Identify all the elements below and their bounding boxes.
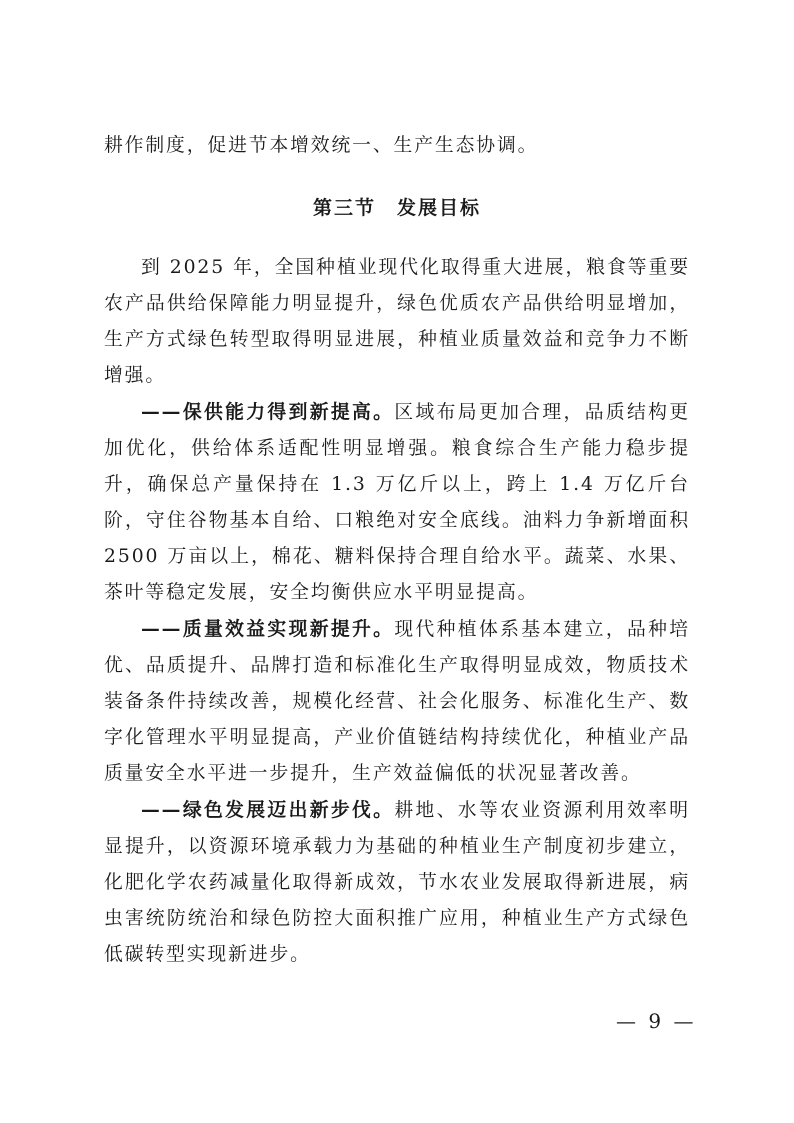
goal-paragraph-green: [104, 792, 690, 973]
continuation-block: [104, 128, 690, 164]
goal-body-green: 耕地、水等农业资源利用效率明显提升，以资源环境承载力为基础的种植业生产制度初步建立，化肥化学农药减量化取得新成效，节水农业发展取得新进展，病虫害统防统治和绿色防控大面积推广应用，种植业生产方式绿色低碳转型实现新进步。: [104, 800, 690, 965]
goal-lead-quality: ——质量效益实现新提升。: [141, 618, 395, 640]
goal-body-quality: 现代种植体系基本建立，品种培优、品质提升、品牌打造和标准化生产取得明显成效，物质技术装备条件持续改善，规模化经营、社会化服务、标准化生产、数字化管理水平明显提高，产业价值链结构持续优化，种植业产品质量安全水平进一步提升，生产效益偏低的状况显著改善。: [104, 619, 690, 784]
section-heading: 第三节 发展目标: [312, 197, 481, 219]
continuation-paragraph: 耕作制度，促进节本增效统一、生产生态协调。: [104, 135, 539, 156]
body-block: [104, 250, 690, 973]
goal-paragraph-quality: [104, 611, 690, 792]
page-number: — 9 —: [616, 1009, 697, 1033]
intro-paragraph: 到 2025 年，全国种植业现代化取得重大进展，粮食等重要农产品供给保障能力明显提升，绿色优质农产品供给明显增加，生产方式绿色转型取得明显进展，种植业质量效益和竞争力不断增强。: [104, 257, 690, 386]
goal-lead-green: ——绿色发展迈出新步伐。: [141, 799, 395, 821]
goal-paragraph-supply: [104, 394, 690, 611]
goal-body-supply: 区域布局更加合理，品质结构更加优化，供给体系适配性明显增强。粮食综合生产能力稳步提升，确保总产量保持在 1.3 万亿斤以上，跨上 1.4 万亿斤台阶，守住谷物基本自给、口粮绝对安全底线。油料力争新增面积 2500 万亩以上，棉花、糖料保持合理自给水平。蔬菜、水果、茶叶等稳定发展，安全均衡供应水平明显提高。: [104, 402, 690, 603]
goal-lead-supply: ——保供能力得到新提高。: [141, 401, 395, 423]
